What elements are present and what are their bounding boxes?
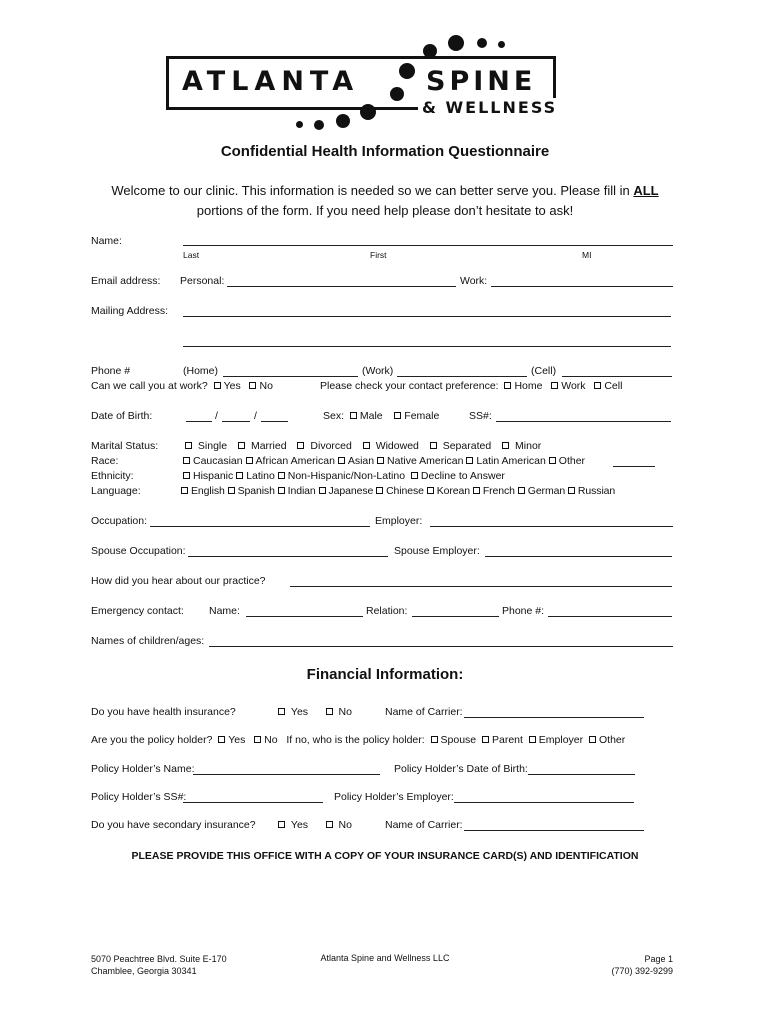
emergency-name-label: Name: <box>209 605 240 617</box>
ethnicity-option-label: Decline to Answer <box>420 470 505 482</box>
footer-page-number: Page 1 <box>644 954 673 964</box>
mailing-field-1[interactable] <box>183 316 671 317</box>
marital-separated-checkbox[interactable] <box>430 442 437 449</box>
logo-dot <box>423 44 437 58</box>
pref-work-label: Work <box>561 380 586 392</box>
sex-label: Sex: <box>323 410 345 422</box>
holder-employer-field[interactable] <box>454 802 634 803</box>
email-work-label: Work: <box>460 275 488 287</box>
welcome-text: Welcome to our clinic. This information is needed so we can better serve you. Please fill in <box>111 183 634 198</box>
language-option-label: Indian <box>287 485 316 497</box>
race-option-label: Latin American <box>476 455 546 467</box>
holder-no-label: No <box>264 734 278 746</box>
financial-heading: Financial Information: <box>306 666 464 683</box>
email-personal-field[interactable] <box>227 286 456 287</box>
insurance-no-checkbox[interactable] <box>326 708 333 715</box>
marital-married-checkbox[interactable] <box>238 442 245 449</box>
language-option-label: Spanish <box>237 485 275 497</box>
secondary-no-checkbox[interactable] <box>326 821 333 828</box>
logo-dot <box>399 63 415 79</box>
welcome-line-1 <box>0 181 770 201</box>
call-yes-label: Yes <box>223 380 241 392</box>
children-field[interactable] <box>209 646 673 647</box>
marital-option-label: Divorced <box>310 440 352 452</box>
holder-option-label: Parent <box>492 734 523 746</box>
language-option-label: Korean <box>436 485 470 497</box>
language-option-label: Russian <box>577 485 616 497</box>
insurance-card-notice: PLEASE PROVIDE THIS OFFICE WITH A COPY OF YOUR INSURANCE CARD(S) AND IDENTIFICATION <box>131 850 639 862</box>
emergency-relation-field[interactable] <box>412 616 499 617</box>
ethnicity-latino-checkbox[interactable] <box>236 472 243 479</box>
insurance-yes-checkbox[interactable] <box>278 708 285 715</box>
occupation-field[interactable] <box>150 526 370 527</box>
race-asian-checkbox[interactable] <box>338 457 345 464</box>
phone-label: Phone # <box>91 365 131 377</box>
phone-home-label: (Home) <box>183 365 219 377</box>
logo-dot <box>498 41 505 48</box>
race-option-label: Caucasian <box>193 455 243 467</box>
marital-option-label: Separated <box>442 440 492 452</box>
secondary-yes-checkbox[interactable] <box>278 821 285 828</box>
marital-single-checkbox[interactable] <box>185 442 192 449</box>
secondary-no-label: No <box>338 819 352 831</box>
race-option-label: Native American <box>387 455 464 467</box>
secondary-insurance-question: Do you have secondary insurance? <box>91 819 256 831</box>
contact-preference-row <box>320 380 622 393</box>
referral-field[interactable] <box>290 586 672 587</box>
language-option-label: German <box>527 485 566 497</box>
secondary-insurance-options <box>278 819 352 832</box>
language-korean-checkbox[interactable] <box>427 487 434 494</box>
holder-spouse-checkbox[interactable] <box>431 736 438 743</box>
logo-dot <box>296 121 303 128</box>
sex-male-label: Male <box>359 410 383 422</box>
sex-male-checkbox[interactable] <box>350 412 357 419</box>
ethnicity-option-label: Hispanic <box>193 470 234 482</box>
secondary-yes-label: Yes <box>290 819 309 831</box>
secondary-carrier-field[interactable] <box>464 830 644 831</box>
ethnicity-decline-checkbox[interactable] <box>411 472 418 479</box>
pref-home-checkbox[interactable] <box>504 382 511 389</box>
logo-word-spine: SPINE <box>422 66 540 97</box>
logo-dot <box>360 104 376 120</box>
logo-dot <box>336 114 350 128</box>
language-options <box>181 485 615 498</box>
language-french-checkbox[interactable] <box>473 487 480 494</box>
spouse-employer-field[interactable] <box>485 556 672 557</box>
marital-label: Marital Status: <box>91 440 159 452</box>
emergency-label: Emergency contact: <box>91 605 184 617</box>
footer-address-line-1: 5070 Peachtree Blvd. Suite E-170 <box>91 954 227 964</box>
name-mi-caption: MI <box>582 250 592 260</box>
marital-options <box>185 440 541 453</box>
email-work-field[interactable] <box>491 286 673 287</box>
phone-cell-label: (Cell) <box>531 365 557 377</box>
language-option-label: French <box>482 485 515 497</box>
call-at-work-question: Can we call you at work? <box>91 380 208 392</box>
race-options <box>183 455 585 468</box>
mailing-label: Mailing Address: <box>91 305 169 317</box>
dob-separator: / <box>254 410 257 422</box>
ethnicity-option-label: Non-Hispanic/Non-Latino <box>287 470 406 482</box>
children-label: Names of children/ages: <box>91 635 205 647</box>
referral-label: How did you hear about our practice? <box>91 575 266 587</box>
emergency-phone-label: Phone #: <box>502 605 545 617</box>
phone-cell-field[interactable] <box>562 376 672 377</box>
race-option-label: Other <box>558 455 586 467</box>
holder-name-field[interactable] <box>193 774 380 775</box>
name-field[interactable] <box>183 245 673 246</box>
employer-label: Employer: <box>375 515 423 527</box>
name-label: Name: <box>91 235 122 247</box>
pref-cell-checkbox[interactable] <box>594 382 601 389</box>
insurance-no-label: No <box>338 706 352 718</box>
dob-label: Date of Birth: <box>91 410 153 422</box>
logo-dot <box>448 35 464 51</box>
logo-word-atlanta: ATLANTA <box>182 66 360 97</box>
pref-cell-label: Cell <box>604 380 623 392</box>
emergency-phone-field[interactable] <box>548 616 672 617</box>
carrier-field[interactable] <box>464 717 644 718</box>
race-other-checkbox[interactable] <box>549 457 556 464</box>
ethnicity-label: Ethnicity: <box>91 470 134 482</box>
occupation-label: Occupation: <box>91 515 148 527</box>
language-spanish-checkbox[interactable] <box>228 487 235 494</box>
holder-yes-label: Yes <box>228 734 246 746</box>
race-option-label: Asian <box>347 455 375 467</box>
welcome-emphasis: ALL <box>633 183 659 198</box>
race-label: Race: <box>91 455 119 467</box>
footer-right <box>611 953 673 977</box>
ethnicity-non-hispanic-checkbox[interactable] <box>278 472 285 479</box>
call-no-label: No <box>259 380 273 392</box>
dob-year-field[interactable] <box>261 421 288 422</box>
holder-option-label: Employer <box>538 734 584 746</box>
marital-widowed-checkbox[interactable] <box>363 442 370 449</box>
call-at-work-row <box>91 380 273 393</box>
call-yes-checkbox[interactable] <box>214 382 221 389</box>
holder-other-checkbox[interactable] <box>589 736 596 743</box>
mailing-field-2[interactable] <box>183 346 671 347</box>
dob-month-field[interactable] <box>186 421 212 422</box>
phone-work-label: (Work) <box>362 365 394 377</box>
holder-parent-checkbox[interactable] <box>482 736 489 743</box>
name-last-caption: Last <box>183 250 200 260</box>
language-japanese-checkbox[interactable] <box>319 487 326 494</box>
language-russian-checkbox[interactable] <box>568 487 575 494</box>
language-label: Language: <box>91 485 141 497</box>
footer-address-line-2: Chamblee, Georgia 30341 <box>91 966 197 976</box>
emergency-relation-label: Relation: <box>366 605 408 617</box>
spouse-employer-label: Spouse Employer: <box>394 545 480 557</box>
footer-company: Atlanta Spine and Wellness LLC <box>320 953 450 963</box>
call-no-checkbox[interactable] <box>249 382 256 389</box>
language-option-label: English <box>191 485 225 497</box>
language-german-checkbox[interactable] <box>518 487 525 494</box>
logo-dot <box>477 38 487 48</box>
phone-work-field[interactable] <box>397 376 527 377</box>
marital-option-label: Single <box>197 440 228 452</box>
sex-female-label: Female <box>404 410 440 422</box>
language-indian-checkbox[interactable] <box>278 487 285 494</box>
race-latin-american-checkbox[interactable] <box>466 457 473 464</box>
pref-work-checkbox[interactable] <box>551 382 558 389</box>
race-caucasian-checkbox[interactable] <box>183 457 190 464</box>
insurance-question: Do you have health insurance? <box>91 706 236 718</box>
ethnicity-hispanic-checkbox[interactable] <box>183 472 190 479</box>
holder-yes-checkbox[interactable] <box>218 736 225 743</box>
dob-day-field[interactable] <box>222 421 250 422</box>
policy-holder-row <box>91 734 625 747</box>
pref-home-label: Home <box>514 380 543 392</box>
emergency-name-field[interactable] <box>246 616 363 617</box>
holder-name-label: Policy Holder’s Name: <box>91 763 195 775</box>
holder-if-no-label: If no, who is the policy holder: <box>286 734 425 746</box>
phone-home-field[interactable] <box>223 376 358 377</box>
logo-dot <box>390 87 404 101</box>
spouse-occupation-field[interactable] <box>188 556 388 557</box>
marital-option-label: Widowed <box>375 440 419 452</box>
sex-female-checkbox[interactable] <box>394 412 401 419</box>
email-personal-label: Personal: <box>180 275 225 287</box>
welcome-line-2: portions of the form. If you need help please don’t hesitate to ask! <box>196 203 574 218</box>
policy-holder-question: Are you the policy holder? <box>91 734 213 746</box>
ethnicity-options <box>183 470 505 483</box>
marital-option-label: Minor <box>515 440 542 452</box>
footer-phone: (770) 392-9299 <box>611 966 673 976</box>
marital-divorced-checkbox[interactable] <box>297 442 304 449</box>
language-option-label: Japanese <box>328 485 374 497</box>
contact-preference-label: Please check your contact preference: <box>320 380 499 392</box>
language-option-label: Chinese <box>386 485 424 497</box>
logo-word-wellness: & WELLNESS <box>418 98 561 117</box>
email-label: Email address: <box>91 275 161 287</box>
race-option-label: African American <box>255 455 335 467</box>
holder-option-label: Spouse <box>440 734 477 746</box>
logo-dot <box>314 120 324 130</box>
holder-employer-checkbox[interactable] <box>529 736 536 743</box>
holder-no-checkbox[interactable] <box>254 736 261 743</box>
language-english-checkbox[interactable] <box>181 487 188 494</box>
language-chinese-checkbox[interactable] <box>376 487 383 494</box>
spouse-occupation-label: Spouse Occupation: <box>91 545 186 557</box>
ss-field[interactable] <box>496 421 671 422</box>
insurance-options <box>278 706 352 719</box>
form-title: Confidential Health Information Questionnaire <box>220 143 550 160</box>
carrier-label: Name of Carrier: <box>385 706 463 718</box>
holder-ss-field[interactable] <box>183 802 323 803</box>
holder-option-label: Other <box>598 734 626 746</box>
holder-dob-field[interactable] <box>528 774 635 775</box>
sex-row <box>323 410 439 423</box>
insurance-yes-label: Yes <box>290 706 309 718</box>
employer-field[interactable] <box>430 526 673 527</box>
ethnicity-option-label: Latino <box>246 470 275 482</box>
ss-label: SS#: <box>469 410 492 422</box>
marital-minor-checkbox[interactable] <box>502 442 509 449</box>
dob-separator: / <box>215 410 218 422</box>
holder-employer-label: Policy Holder’s Employer: <box>334 791 454 803</box>
name-first-caption: First <box>370 250 387 260</box>
marital-option-label: Married <box>250 440 287 452</box>
race-african-american-checkbox[interactable] <box>246 457 253 464</box>
holder-ss-label: Policy Holder’s SS#: <box>91 791 187 803</box>
holder-dob-label: Policy Holder’s Date of Birth: <box>394 763 528 775</box>
race-other-field[interactable] <box>613 466 655 467</box>
race-native-american-checkbox[interactable] <box>377 457 384 464</box>
secondary-carrier-label: Name of Carrier: <box>385 819 463 831</box>
